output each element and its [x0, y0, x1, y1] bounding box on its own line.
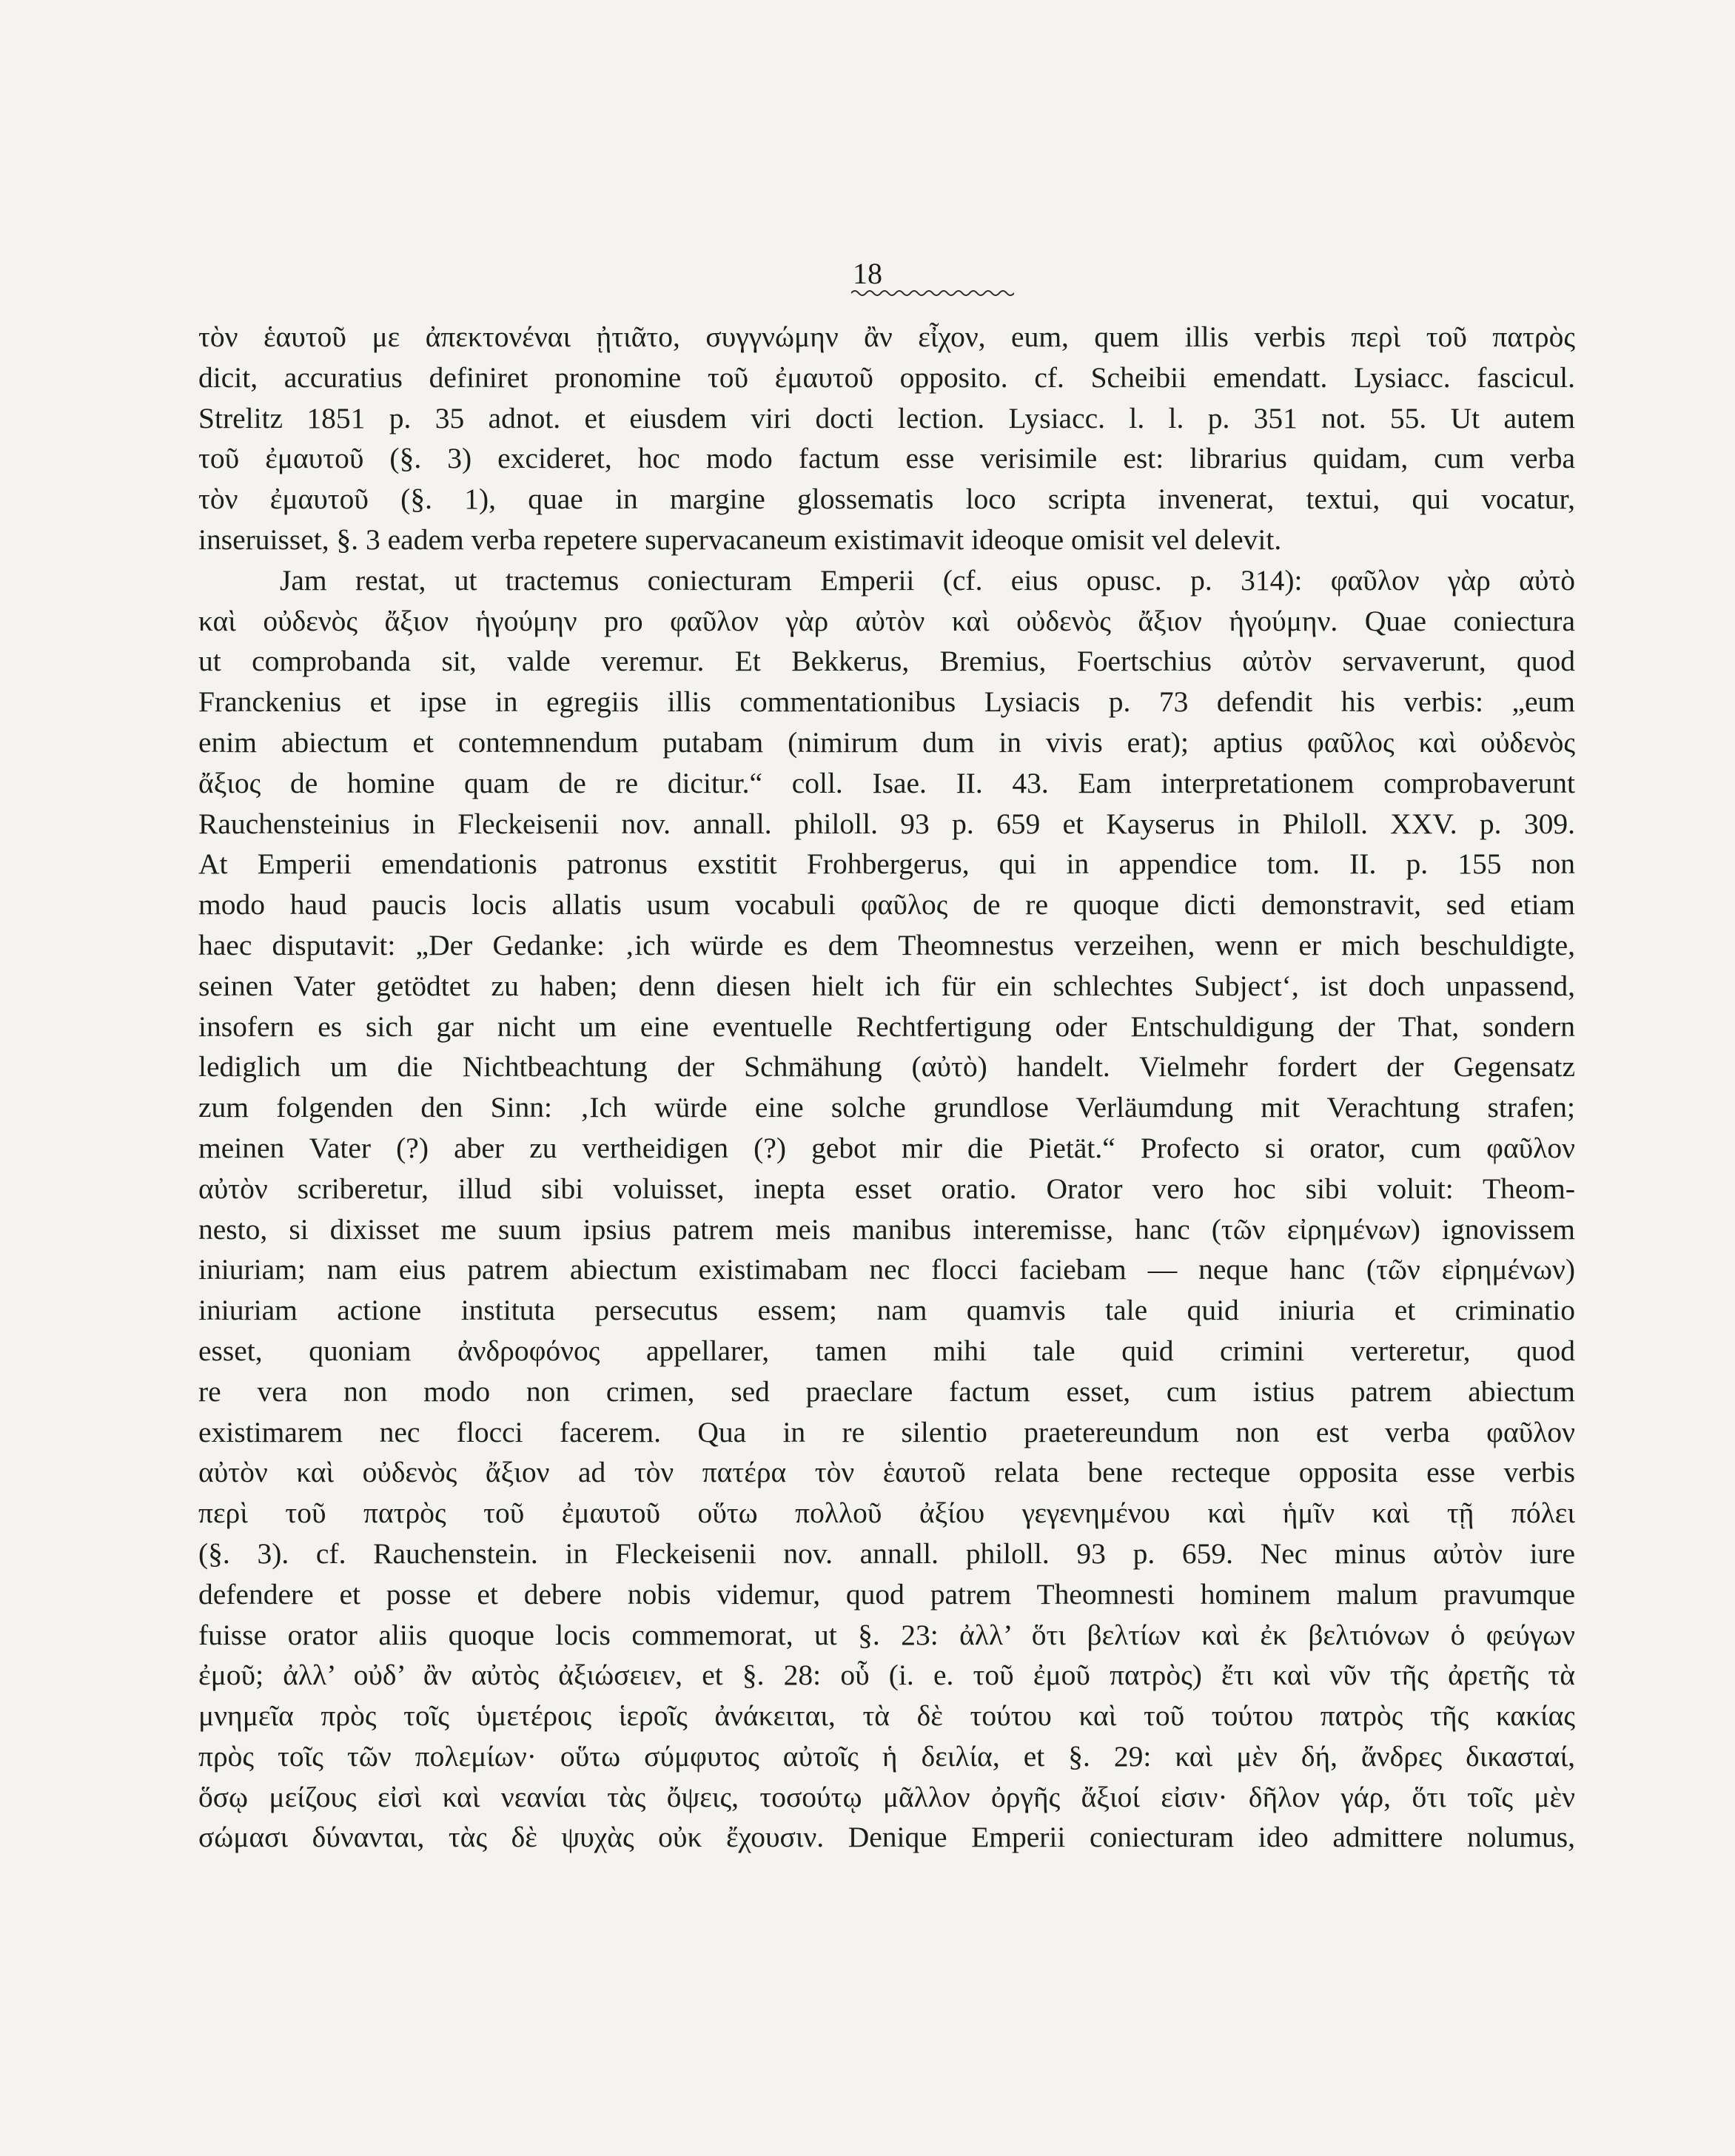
text-line: (§. 3). cf. Rauchenstein. in Fleckeisenii nov. annall. philoll. 93 p. 659. Nec minus αὐτὸν iure — [198, 1537, 1575, 1570]
text-line: enim abiectum et contemnendum putabam (nimirum dum in vivis erat); aptius φαῦλος καὶ οὐδενὸς — [198, 725, 1575, 759]
text-line: esset, quoniam ἀνδροφόνος appellarer, tamen mihi tale quid crimini verteretur, quod — [198, 1334, 1575, 1367]
text-line: lediglich um die Nichtbeachtung der Schmähung (αὐτὸ) handelt. Vielmehr fordert der Gegensatz — [198, 1050, 1575, 1084]
text-line: iniuriam actione instituta persecutus essem; nam quamvis tale quid iniuria et criminatio — [198, 1294, 1575, 1327]
body-text — [198, 317, 1575, 1858]
text-line: ὅσῳ μείζους εἰσὶ καὶ νεανίαι τὰς ὄψεις, τοσούτῳ μᾶλλον ὀργῆς ἄξιοί εἰσιν· δῆλον γάρ, ὅτι τοῖς μὲν — [198, 1780, 1575, 1813]
text-line: αὐτὸν scriberetur, illud sibi voluisset, inepta esset oratio. Orator vero hoc sibi voluit: Theom- — [198, 1172, 1575, 1205]
text-line: ἐμοῦ; ἀλλ’ οὐδ’ ἂν αὐτὸς ἀξιώσειεν, et §. 28: οὗ (i. e. τοῦ ἐμοῦ πατρὸς) ἔτι καὶ νῦν τῆς ἀρετῆς τὰ — [198, 1659, 1575, 1692]
page-number: 18 — [853, 257, 882, 290]
text-line: τοῦ ἐμαυτοῦ (§. 3) excideret, hoc modo factum esse verisimile est: librarius quidam, cum verba — [198, 442, 1575, 475]
text-line: re vera non modo non crimen, sed praeclare factum esset, cum istius patrem abiectum — [198, 1374, 1575, 1408]
wavy-rule-ornament — [851, 289, 1014, 298]
text-line: dicit, accuratius definiret pronomine τοῦ ἐμαυτοῦ opposito. cf. Scheibii emendatt. Lysiacc. fascicul. — [198, 360, 1575, 394]
text-line: τὸν ἑαυτοῦ με ἀπεκτονέναι ᾐτιᾶτο, συγγνώμην ἂν εἶχον, eum, quem illis verbis περὶ τοῦ πατρὸς — [198, 320, 1575, 353]
text-line: defendere et posse et debere nobis videmur, quod patrem Theomnesti hominem malum pravumque — [198, 1577, 1575, 1611]
text-line: meinen Vater (?) aber zu vertheidigen (?) gebot mir die Pietät.“ Profecto si orator, cum φαῦλον — [198, 1131, 1575, 1164]
text-line: καὶ οὐδενὸς ἄξιον ἡγούμην pro φαῦλον γὰρ αὐτὸν καὶ οὐδενὸς ἄξιον ἡγούμην. Quae coniectura — [198, 604, 1575, 637]
text-line: πρὸς τοῖς τῶν πολεμίων· οὕτω σύμφυτος αὐτοῖς ἡ δειλία, et §. 29: καὶ μὲν δή, ἄνδρες δικασταί, — [198, 1739, 1575, 1773]
text-line: αὐτὸν καὶ οὐδενὸς ἄξιον ad τὸν πατέρα τὸν ἑαυτοῦ relata bene recteque opposita esse verbis — [198, 1456, 1575, 1489]
text-line: inseruisset, §. 3 eadem verba repetere supervacaneum existimavit ideoque omisit vel delevit. — [198, 523, 1282, 556]
text-line: τὸν ἐμαυτοῦ (§. 1), quae in margine glossematis loco scripta invenerat, textui, qui vocatur, — [198, 483, 1575, 516]
text-line: modo haud paucis locis allatis usum vocabuli φαῦλος de re quoque dicti demonstravit, sed etiam — [198, 888, 1575, 921]
text-line: Rauchensteinius in Fleckeisenii nov. annall. philoll. 93 p. 659 et Kayserus in Philoll. XXV. p. 309. — [198, 807, 1575, 840]
text-line: haec disputavit: „Der Gedanke: ‚ich würde es dem Theomnestus verzeihen, wenn er mich beschuldigte, — [198, 928, 1575, 961]
text-line: seinen Vater getödtet zu haben; denn diesen hielt ich für ein schlechtes Subject‘, ist doch unpassend, — [198, 969, 1575, 1002]
text-line: Franckenius et ipse in egregiis illis commentationibus Lysiacis p. 73 defendit his verbis: „eum — [198, 685, 1575, 719]
text-line: ἄξιος de homine quam de re dicitur.“ coll. Isae. II. 43. Eam interpretationem comprobaverunt — [198, 766, 1575, 799]
text-line: ut comprobanda sit, valde veremur. Et Bekkerus, Bremius, Foertschius αὐτὸν servaverunt, quod — [198, 645, 1575, 678]
text-line: Jam restat, ut tractemus coniecturam Emperii (cf. eius opusc. p. 314): φαῦλον γὰρ αὐτὸ — [280, 563, 1575, 597]
text-line: περὶ τοῦ πατρὸς τοῦ ἐμαυτοῦ οὕτω πολλοῦ ἀξίου γεγενημένου καὶ ἡμῖν καὶ τῇ πόλει — [198, 1497, 1575, 1530]
text-line: insofern es sich gar nicht um eine eventuelle Rechtfertigung oder Entschuldigung der That, sondern — [198, 1010, 1575, 1043]
text-line: fuisse orator aliis quoque locis commemorat, ut §. 23: ἀλλ’ ὅτι βελτίων καὶ ἐκ βελτιόνων ὁ φεύγων — [198, 1618, 1575, 1651]
text-line: Strelitz 1851 p. 35 adnot. et eiusdem viri docti lection. Lysiacc. l. l. p. 351 not. 55. Ut autem — [198, 401, 1575, 434]
text-line: μνημεῖα πρὸς τοῖς ὑμετέροις ἱεροῖς ἀνάκειται, τὰ δὲ τούτου καὶ τοῦ τούτου πατρὸς τῆς κακίας — [198, 1699, 1575, 1733]
text-line: existimarem nec flocci facerem. Qua in re silentio praetereundum non est verba φαῦλον — [198, 1415, 1575, 1448]
text-line: iniuriam; nam eius patrem abiectum existimabam nec flocci faciebam — neque hanc (τῶν εἰρημένων) — [198, 1253, 1575, 1286]
text-line: At Emperii emendationis patronus exstitit Frohbergerus, qui in appendice tom. II. p. 155 non — [198, 847, 1575, 881]
text-line: σώμασι δύνανται, τὰς δὲ ψυχὰς οὐκ ἔχουσιν. Denique Emperii coniecturam ideo admittere nolumus, — [198, 1821, 1575, 1854]
text-line: zum folgenden den Sinn: ‚Ich würde eine solche grundlose Verläumdung mit Verachtung strafen; — [198, 1091, 1575, 1124]
text-line: nesto, si dixisset me suum ipsius patrem meis manibus interemisse, hanc (τῶν εἰρημένων) ignovissem — [198, 1212, 1575, 1246]
